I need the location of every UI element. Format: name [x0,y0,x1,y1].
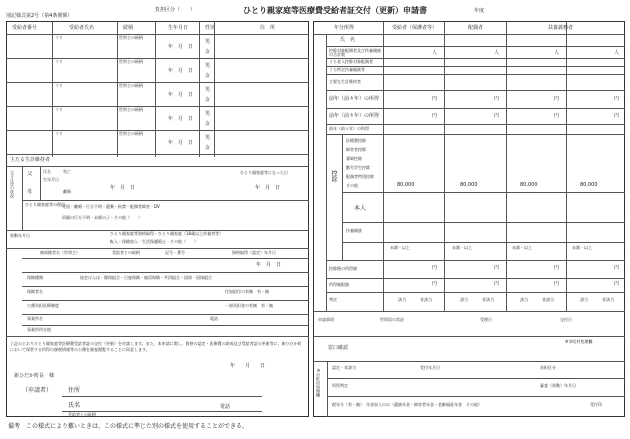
form-number: 別記様式第2号（第4条関係） [6,13,73,19]
furigana-label: フリ [55,83,63,88]
insured-name-head: 被保険者名（世帯主） [40,250,80,255]
count-unit: 人 [494,50,500,56]
applicant-label: （申請者） [22,387,53,394]
office-row-received-date: 受付年月日 [420,365,440,370]
mother-label: 母 [27,189,33,195]
judge-options[interactable]: 非該当 [420,297,432,302]
main-earner-label: 主たる生計維持者 [10,157,51,163]
col-head-sex: 性別 [205,25,216,31]
qualification-reasons[interactable]: 転入・保険加入・生活保護廃止・その他（ ） [110,239,198,244]
count-unit: 人 [614,50,620,56]
extra-benefit[interactable]: 付加給付の有無 有・無 [225,289,269,294]
ok-range: 未満・以上 [572,245,592,250]
col-head-birth: 生年月日 [168,25,189,31]
reason-options-2[interactable]: 両親の行方不明・未婚の子・その他（ ） [62,215,142,220]
count-unit: 人 [554,50,560,56]
right-row-elderly: うち老人控除対象配偶者 [329,59,373,64]
declaration-text: 上記のとおりひとり親家庭等医療費受給者証の交付（更新）を申請します。また、本申請に関し、資格の認定・医療費の助成及び受給者証の更新等に、新ひだか町において保管する所得の課税情報等の公簿を調査閲覧することに同意します。 [10,341,302,352]
yen-unit: 円 [554,96,560,102]
col-head-name: 受給者氏名 [69,25,95,31]
office-row-review-date: 審査（異動）年月日 [540,383,576,388]
birth-date: 年 月 日 [168,116,194,122]
fiscal-year: 年度 [474,8,485,14]
addressee: 新ひだか町長 様 [14,373,55,379]
office-row-burden: 負担区分 [540,365,556,370]
yen-unit: 円 [494,96,500,102]
name-label: 氏名 [43,169,51,174]
furigana-label: フリ [55,59,63,64]
right-row-income-2: 前年（前々年）の所得 [329,113,380,119]
sex-female[interactable]: 女 [205,49,211,55]
judge-options[interactable]: 非該当 [482,297,494,302]
birth-date: 年 月 日 [168,92,194,98]
relation-label: 世帯主の続柄 [119,131,143,136]
receipt-stamp: 受付印 [590,402,602,407]
acquire-date-head: 資格取得（認定）年月日 [232,250,276,255]
yen-unit: 円 [494,281,500,287]
birth-date: 年 月 日 [168,44,194,50]
birth-label: 生年月日 [43,177,59,182]
office-memo: ※市町村処理欄 [565,339,593,344]
qualification-options[interactable]: ひとり親家庭等資格取得・ひとり親家庭（18歳以上扶養者等） [110,231,224,236]
yen-unit: 円 [614,281,620,287]
deduction-other: その他 [346,183,358,188]
col-head-address: 住 所 [260,25,276,31]
public-medical-label: 公費負担医療制度 [27,303,59,308]
deduction-label: 控除 [330,170,337,182]
judge-options[interactable]: 該当 [580,297,588,302]
ok-range: 未満・以上 [390,245,410,250]
yen-unit: 円 [614,113,620,119]
sex-female[interactable]: 女 [205,121,211,127]
relation-head: 受給者との続柄 [112,250,140,255]
birth-date: 年 月 日 [168,140,194,146]
income-limit-label: 所得制限額 [329,282,349,287]
amount-80000: 80,000 [520,182,538,188]
office-issued: 交付日 [560,317,572,322]
window-check: 窓口確認 [328,345,349,351]
symbol-number-head: 記号・番号 [165,250,185,255]
right-row-income: 前年（前々年）の所得 [329,96,380,102]
right-head-recipient: 受給者（保護者等） [392,25,438,31]
right-row-name: 氏 名 [340,37,356,43]
sex-female[interactable]: 女 [205,145,211,151]
furigana-label: フリ [55,107,63,112]
judge-options[interactable]: 該当 [398,297,406,302]
amount-80000: 80,000 [397,182,415,188]
insurance-type-options[interactable]: 協会けんぽ・健保組合・日雇保険・船員保険・共済組合・国保・国保組合 [80,275,212,280]
insurance-acquire-date: 年 月 日 [256,262,282,268]
insurance-type-label: 保険種類 [27,275,43,280]
right-head-supporter: 扶養義務者 [548,25,574,31]
tel-label: 電話 [220,404,231,410]
sign-date: 年 月 日 [230,363,266,369]
sex-male[interactable]: 男 [205,39,211,45]
relation-label: 世帯主の続柄 [119,107,143,112]
office-name-label: 事業所名 [27,316,43,321]
judge-options[interactable]: 該当 [460,297,468,302]
yen-unit: 円 [432,281,438,287]
relation-label: 世帯主の続柄 [119,35,143,40]
processing-label: ※市町村処理欄 [316,368,321,397]
judge-options[interactable]: 非該当 [602,297,614,302]
self-label: 本人 [354,205,367,212]
after-deduction-label: 控除後の所得額 [329,266,357,271]
amount-80000: 80,000 [460,182,478,188]
relation-label: 世帯主の続柄 [119,83,143,88]
address-label: 住所 [68,387,81,394]
yen-unit: 円 [554,265,560,271]
death-label: 死亡 [63,169,71,174]
deduction-spouse: 配偶者特別控除 [346,174,374,179]
office-application-item: 申請事項 [318,317,334,322]
reason-options-1[interactable]: 死別・離婚・行方不明・遺棄・拘禁・配偶者障害・DV [62,204,160,209]
ok-range: 未満・以上 [452,245,472,250]
right-row-dependents: 控除対象配偶者及び扶養親族の合計数 [329,48,381,57]
right-row-special: うち特定扶養親族等 [329,67,365,72]
parent-status-label: 父又は母の状況 [10,170,15,198]
right-row-income-3: 前年（前々年）の所得 [329,126,369,131]
sex-male[interactable]: 男 [205,135,211,141]
deduction-disability: 障害者控除 [346,147,366,152]
dependents-label: 扶養親族 [346,228,362,233]
count-unit: 人 [432,50,438,56]
reason-label: ひとり親家庭等の理由 [25,202,65,207]
col-head-relation: 続柄 [123,25,134,31]
col-head-id: 受給者番号 [12,25,38,31]
footer-note: 備考 この様式により難いときは、この様式に準じた別の様式を使用することができる。 [8,423,249,430]
yen-unit: 円 [432,113,438,119]
office-household: 世帯員の状況 [380,317,404,322]
burden-class: 負担区分（ ） [155,7,196,13]
right-head-year: 年分所得 [334,25,355,31]
ok-range: 未満・以上 [512,245,532,250]
sex-female[interactable]: 女 [205,73,211,79]
yen-unit: 円 [614,265,620,271]
partial-payment[interactable]: 一部負担金の有無 有・無 [225,303,273,308]
yen-unit: 円 [432,265,438,271]
name-label: 氏名 [68,402,81,409]
change-date-label: 異動年月日 [10,233,30,238]
yen-unit: 円 [554,113,560,119]
office-row-income-judge: 所得判定 [332,383,348,388]
furigana-label: フリ [55,131,63,136]
sex-male[interactable]: 男 [205,111,211,117]
yen-unit: 円 [614,96,620,102]
single-parent-date: 年 月 日 [255,185,281,191]
event-date: 年 月 日 [110,185,136,191]
relation-to-recipient: 受給者との続柄 [68,412,96,417]
yen-unit: 円 [554,281,560,287]
sex-male[interactable]: 男 [205,87,211,93]
yen-unit: 円 [494,265,500,271]
judge-options[interactable]: 非該当 [542,297,554,302]
right-head-spouse: 配偶者 [468,25,484,31]
yen-unit: 円 [432,96,438,102]
yen-unit: 円 [494,113,500,119]
sex-male[interactable]: 男 [205,63,211,69]
birth-date: 年 月 日 [168,68,194,74]
office-address-label: 事業所所在地 [27,327,51,332]
tax-info: 税年分（有・無） 年金収入のみ（遺族年金・障害者年金・老齢福祉年金 その他） [332,402,482,407]
divorce-label: 離婚 [63,189,71,194]
right-row-main-earner: 主要な生計維持者 [329,79,361,84]
office-tel-label: 電話 [210,316,218,321]
amount-80000: 80,000 [580,182,598,188]
office-received: 受理日 [480,317,492,322]
sex-female[interactable]: 女 [205,97,211,103]
relation-label: 世帯主の続柄 [119,59,143,64]
furigana-label: フリ [55,35,63,40]
deduction-widow: 寡婦控除 [346,156,362,161]
judge-options[interactable]: 該当 [520,297,528,302]
judge-label: 判定 [329,297,337,302]
deduction-medical: 医療費控除 [346,138,366,143]
insurer-name-label: 保険者名 [27,289,43,294]
deduction-student: 勤労学生控除 [346,165,370,170]
single-parent-date-label: ひとり親家庭等になった日 [240,170,288,175]
office-row-approve: 認定・非該当 [332,365,356,370]
father-label: 父 [27,171,33,177]
form-title: ひとり親家庭等医療費受給者証交付（更新）申請書 [243,6,427,15]
